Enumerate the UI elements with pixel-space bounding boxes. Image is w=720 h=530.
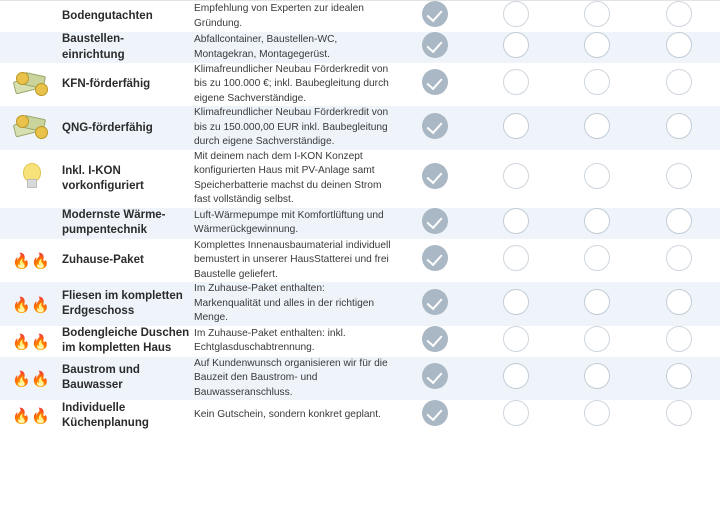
check-empty-icon	[503, 208, 529, 234]
package-1-cell	[394, 400, 476, 431]
check-included-icon	[422, 69, 448, 95]
package-3-cell	[556, 32, 638, 63]
row-icon-cell	[0, 357, 62, 400]
fire-icon: 🔥🔥	[12, 369, 50, 388]
package-4-cell	[638, 400, 720, 431]
check-empty-icon	[666, 363, 692, 389]
check-empty-icon	[666, 208, 692, 234]
check-included-icon	[422, 163, 448, 189]
check-empty-icon	[584, 289, 610, 315]
table-row	[0, 150, 720, 208]
check-empty-icon	[503, 289, 529, 315]
check-included-icon	[422, 326, 448, 352]
check-empty-icon	[666, 400, 692, 426]
package-3-cell	[556, 106, 638, 149]
row-icon-cell	[0, 106, 62, 149]
check-empty-icon	[503, 363, 529, 389]
table-row	[0, 63, 720, 106]
table-row	[0, 326, 720, 357]
package-1-cell	[394, 1, 476, 32]
package-3-cell	[556, 326, 638, 357]
feature-name: Fliesen im kompletten Erdgeschoss	[62, 289, 183, 318]
package-1-cell	[394, 326, 476, 357]
check-included-icon	[422, 1, 448, 27]
package-1-cell	[394, 282, 476, 325]
row-icon-cell	[0, 1, 62, 32]
package-2-cell	[476, 106, 556, 149]
package-2-cell	[476, 150, 556, 208]
check-included-icon	[422, 113, 448, 139]
feature-name: Bodengleiche Duschen im kompletten Haus	[62, 327, 190, 355]
package-2-cell	[476, 1, 556, 32]
feature-name: Bodengutachten	[62, 9, 153, 22]
check-empty-icon	[584, 363, 610, 389]
money-icon	[14, 70, 48, 96]
feature-name: Baustellen- einrichtung	[62, 33, 125, 61]
feature-name: Baustrom und Bauwasser	[62, 364, 140, 392]
check-included-icon	[422, 208, 448, 234]
feature-description: Luft-Wärmepumpe mit Komfortlüftung und Wärmerückgewinnung.	[194, 209, 384, 236]
check-empty-icon	[666, 163, 692, 189]
check-included-icon	[422, 289, 448, 315]
check-empty-icon	[666, 289, 692, 315]
fire-icon: 🔥🔥	[12, 407, 50, 426]
package-1-cell	[394, 239, 476, 282]
row-icon-cell	[0, 239, 62, 282]
check-empty-icon	[584, 113, 610, 139]
feature-name: Zuhause-Paket	[62, 253, 144, 266]
check-empty-icon	[584, 208, 610, 234]
package-4-cell	[638, 208, 720, 239]
lightbulb-icon	[20, 163, 42, 191]
package-4-cell	[638, 239, 720, 282]
check-empty-icon	[666, 326, 692, 352]
package-2-cell	[476, 208, 556, 239]
package-1-cell	[394, 106, 476, 149]
check-empty-icon	[666, 1, 692, 27]
fire-icon: 🔥🔥	[12, 252, 50, 271]
feature-comparison-table	[0, 1, 720, 431]
package-3-cell	[556, 150, 638, 208]
package-3-cell	[556, 239, 638, 282]
package-4-cell	[638, 282, 720, 325]
check-included-icon	[422, 363, 448, 389]
package-2-cell	[476, 400, 556, 431]
table-row	[0, 239, 720, 282]
package-4-cell	[638, 150, 720, 208]
package-2-cell	[476, 32, 556, 63]
package-2-cell	[476, 357, 556, 400]
feature-description: Im Zuhause-Paket enthalten: inkl. Echtglasduschabtrennung.	[194, 327, 346, 354]
row-icon-cell	[0, 32, 62, 63]
check-empty-icon	[666, 32, 692, 58]
check-included-icon	[422, 245, 448, 271]
package-3-cell	[556, 208, 638, 239]
feature-description: Kein Gutschein, sondern konkret geplant.	[194, 409, 381, 421]
package-1-cell	[394, 357, 476, 400]
feature-name: QNG-förderfähig	[62, 121, 153, 134]
table-row	[0, 32, 720, 63]
package-4-cell	[638, 32, 720, 63]
feature-description: Klimafreundlicher Neubau Förderkredit von bis zu 100.000 €; inkl. Baubegleitung durch eigene Sachverständige.	[194, 64, 389, 104]
table-row	[0, 400, 720, 431]
package-1-cell	[394, 63, 476, 106]
table-row	[0, 1, 720, 32]
check-empty-icon	[666, 113, 692, 139]
check-empty-icon	[666, 245, 692, 271]
feature-description: Klimafreundlicher Neubau Förderkredit von bis zu 150.000,00 EUR inkl. Baubegleitung durch eigene Sachverständige.	[194, 107, 389, 148]
check-empty-icon	[503, 400, 529, 426]
package-3-cell	[556, 1, 638, 32]
package-3-cell	[556, 357, 638, 400]
check-empty-icon	[503, 113, 529, 139]
table-row	[0, 106, 720, 149]
package-4-cell	[638, 1, 720, 32]
feature-description: Auf Kundenwunsch organisieren wir für die Bauzeit den Baustrom- und Bauwasseranschluss.	[194, 357, 388, 398]
check-included-icon	[422, 32, 448, 58]
package-3-cell	[556, 282, 638, 325]
check-empty-icon	[584, 400, 610, 426]
check-empty-icon	[666, 69, 692, 95]
package-3-cell	[556, 400, 638, 431]
feature-name: Modernste Wärme- pumpentechnik	[62, 209, 166, 237]
package-2-cell	[476, 326, 556, 357]
table-row	[0, 357, 720, 400]
check-empty-icon	[503, 1, 529, 27]
row-icon-cell	[0, 326, 62, 357]
row-icon-cell	[0, 63, 62, 106]
package-2-cell	[476, 239, 556, 282]
feature-description: Mit deinem nach dem I-KON Konzept konfigurierten Haus mit PV-Anlage samt Speicherbatterie machst du deinen Strom fast vollständig selbst.	[194, 150, 382, 206]
check-empty-icon	[584, 326, 610, 352]
feature-description: Abfallcontainer, Baustellen-WC, Montagekran, Montagegerüst.	[194, 34, 338, 60]
check-empty-icon	[503, 32, 529, 58]
package-1-cell	[394, 208, 476, 239]
feature-description: Komplettes Innenausbaumaterial individuell bemustert in unserer HausStatterei und frei Baustelle geliefert.	[194, 239, 391, 280]
package-4-cell	[638, 357, 720, 400]
row-icon-cell	[0, 150, 62, 208]
row-icon-cell	[0, 208, 62, 239]
table-row	[0, 208, 720, 239]
check-empty-icon	[584, 32, 610, 58]
package-4-cell	[638, 63, 720, 106]
package-4-cell	[638, 326, 720, 357]
check-empty-icon	[584, 69, 610, 95]
check-included-icon	[422, 400, 448, 426]
check-empty-icon	[584, 1, 610, 27]
package-2-cell	[476, 63, 556, 106]
feature-name: KFN-förderfähig	[62, 78, 151, 91]
package-1-cell	[394, 150, 476, 208]
fire-icon: 🔥🔥	[12, 332, 50, 351]
feature-name: Inkl. I-KON vorkonfiguriert	[62, 164, 144, 192]
check-empty-icon	[503, 326, 529, 352]
package-2-cell	[476, 282, 556, 325]
row-icon-cell	[0, 400, 62, 431]
row-icon-cell	[0, 282, 62, 325]
table-row	[0, 282, 720, 325]
fire-icon: 🔥🔥	[12, 295, 50, 314]
package-4-cell	[638, 106, 720, 149]
package-1-cell	[394, 32, 476, 63]
check-empty-icon	[503, 69, 529, 95]
check-empty-icon	[503, 163, 529, 189]
check-empty-icon	[584, 245, 610, 271]
feature-description: Empfehlung von Experten zur idealen Gründung.	[194, 3, 364, 29]
money-icon	[14, 113, 48, 139]
feature-name: Individuelle Küchenplanung	[62, 401, 149, 429]
check-empty-icon	[584, 163, 610, 189]
check-empty-icon	[503, 245, 529, 271]
feature-description: Im Zuhause-Paket enthalten: Markenqualität und alles in der richtigen Menge.	[194, 283, 375, 324]
package-3-cell	[556, 63, 638, 106]
